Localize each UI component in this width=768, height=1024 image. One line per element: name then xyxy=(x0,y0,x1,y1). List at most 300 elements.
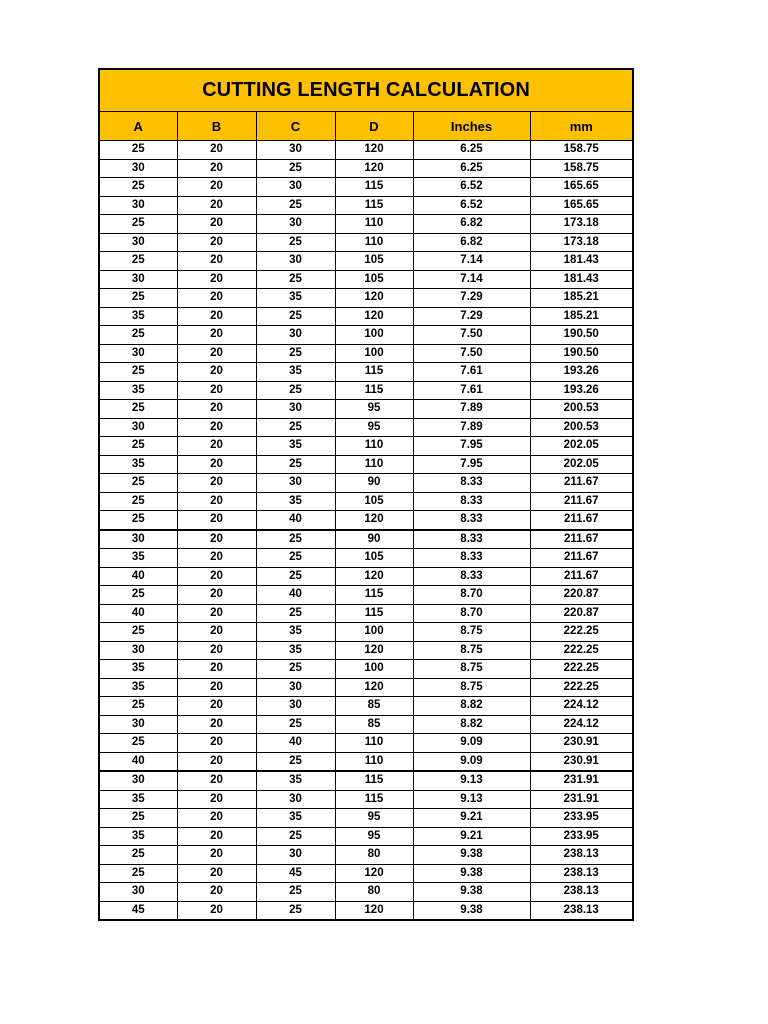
cell-c[interactable]: 25 xyxy=(256,196,335,215)
cell-b[interactable]: 20 xyxy=(177,400,256,419)
header-row xyxy=(100,112,632,141)
cell-d[interactable]: 120 xyxy=(335,141,413,160)
table-row xyxy=(100,233,632,252)
cell-d[interactable]: 95 xyxy=(335,827,413,846)
cell-mm[interactable]: 173.18 xyxy=(530,233,632,252)
cell-inches[interactable]: 7.89 xyxy=(413,400,530,419)
cell-b[interactable]: 20 xyxy=(177,326,256,345)
cell-a[interactable]: 30 xyxy=(100,641,177,660)
cell-a[interactable]: 25 xyxy=(100,326,177,345)
cell-c[interactable]: 25 xyxy=(256,233,335,252)
table-row xyxy=(100,549,632,568)
table-row xyxy=(100,252,632,271)
cell-inches[interactable]: 9.38 xyxy=(413,883,530,902)
cell-mm[interactable]: 158.75 xyxy=(530,141,632,160)
cell-b[interactable]: 20 xyxy=(177,549,256,568)
cell-c[interactable]: 30 xyxy=(256,141,335,160)
cell-a[interactable]: 25 xyxy=(100,289,177,308)
cell-mm[interactable]: 233.95 xyxy=(530,809,632,828)
table-row xyxy=(100,715,632,734)
cell-d[interactable]: 90 xyxy=(335,530,413,549)
cell-b[interactable]: 20 xyxy=(177,809,256,828)
cell-inches[interactable]: 9.13 xyxy=(413,790,530,809)
cell-c[interactable]: 25 xyxy=(256,381,335,400)
cell-d[interactable]: 100 xyxy=(335,660,413,679)
table-row xyxy=(100,660,632,679)
table-row xyxy=(100,270,632,289)
cell-c[interactable]: 35 xyxy=(256,641,335,660)
cell-mm[interactable]: 230.91 xyxy=(530,752,632,771)
table-row xyxy=(100,623,632,642)
column-header-c[interactable]: C xyxy=(256,112,335,141)
cell-mm[interactable]: 233.95 xyxy=(530,827,632,846)
cell-d[interactable]: 115 xyxy=(335,586,413,605)
cell-d[interactable]: 115 xyxy=(335,196,413,215)
cell-a[interactable]: 35 xyxy=(100,827,177,846)
cell-a[interactable]: 30 xyxy=(100,418,177,437)
cell-b[interactable]: 20 xyxy=(177,344,256,363)
table-row xyxy=(100,344,632,363)
cell-inches[interactable]: 9.13 xyxy=(413,771,530,790)
cell-b[interactable]: 20 xyxy=(177,178,256,197)
table-row xyxy=(100,178,632,197)
cell-mm[interactable]: 220.87 xyxy=(530,604,632,623)
cell-inches[interactable]: 8.75 xyxy=(413,623,530,642)
cell-c[interactable]: 45 xyxy=(256,864,335,883)
cell-inches[interactable]: 9.38 xyxy=(413,864,530,883)
cell-d[interactable]: 115 xyxy=(335,363,413,382)
cell-c[interactable]: 35 xyxy=(256,492,335,511)
cell-a[interactable]: 25 xyxy=(100,697,177,716)
cell-inches[interactable]: 8.33 xyxy=(413,511,530,530)
cell-inches[interactable]: 6.82 xyxy=(413,215,530,234)
table-row xyxy=(100,289,632,308)
cell-b[interactable]: 20 xyxy=(177,715,256,734)
cell-c[interactable]: 30 xyxy=(256,697,335,716)
cell-inches[interactable]: 8.75 xyxy=(413,678,530,697)
table-row xyxy=(100,455,632,474)
cell-a[interactable]: 35 xyxy=(100,549,177,568)
cell-d[interactable]: 115 xyxy=(335,604,413,623)
table-row xyxy=(100,363,632,382)
table-row xyxy=(100,307,632,326)
cell-b[interactable]: 20 xyxy=(177,307,256,326)
table-row xyxy=(100,511,632,530)
cell-c[interactable]: 25 xyxy=(256,307,335,326)
cell-a[interactable]: 40 xyxy=(100,567,177,586)
cell-c[interactable]: 40 xyxy=(256,586,335,605)
cell-mm[interactable]: 238.13 xyxy=(530,901,632,920)
cell-mm[interactable]: 202.05 xyxy=(530,437,632,456)
cell-d[interactable]: 100 xyxy=(335,623,413,642)
cell-b[interactable]: 20 xyxy=(177,381,256,400)
cell-d[interactable]: 100 xyxy=(335,326,413,345)
cell-a[interactable]: 25 xyxy=(100,734,177,753)
cell-a[interactable]: 35 xyxy=(100,678,177,697)
cell-d[interactable]: 105 xyxy=(335,252,413,271)
cell-inches[interactable]: 8.33 xyxy=(413,530,530,549)
cell-c[interactable]: 35 xyxy=(256,437,335,456)
cell-b[interactable]: 20 xyxy=(177,252,256,271)
cell-d[interactable]: 85 xyxy=(335,715,413,734)
cell-a[interactable]: 25 xyxy=(100,141,177,160)
cell-inches[interactable]: 8.33 xyxy=(413,567,530,586)
cell-d[interactable]: 120 xyxy=(335,678,413,697)
cell-a[interactable]: 30 xyxy=(100,771,177,790)
table-row xyxy=(100,400,632,419)
cell-b[interactable]: 20 xyxy=(177,511,256,530)
cell-d[interactable]: 90 xyxy=(335,474,413,493)
cell-mm[interactable]: 193.26 xyxy=(530,381,632,400)
table-row xyxy=(100,901,632,920)
cell-inches[interactable]: 7.95 xyxy=(413,437,530,456)
cell-d[interactable]: 120 xyxy=(335,901,413,920)
cell-inches[interactable]: 6.25 xyxy=(413,141,530,160)
cell-mm[interactable]: 211.67 xyxy=(530,474,632,493)
column-header-inches[interactable]: Inches xyxy=(413,112,530,141)
cell-c[interactable]: 30 xyxy=(256,178,335,197)
cell-b[interactable]: 20 xyxy=(177,883,256,902)
cell-a[interactable]: 25 xyxy=(100,492,177,511)
cell-d[interactable]: 110 xyxy=(335,233,413,252)
table-row xyxy=(100,864,632,883)
table-row xyxy=(100,827,632,846)
cell-b[interactable]: 20 xyxy=(177,233,256,252)
cell-d[interactable]: 120 xyxy=(335,864,413,883)
cell-d[interactable]: 120 xyxy=(335,159,413,178)
cell-b[interactable]: 20 xyxy=(177,530,256,549)
cell-mm[interactable]: 211.67 xyxy=(530,549,632,568)
cell-b[interactable]: 20 xyxy=(177,864,256,883)
cell-mm[interactable]: 222.25 xyxy=(530,641,632,660)
cell-b[interactable]: 20 xyxy=(177,641,256,660)
cell-a[interactable]: 25 xyxy=(100,474,177,493)
cell-a[interactable]: 30 xyxy=(100,530,177,549)
cell-mm[interactable]: 238.13 xyxy=(530,864,632,883)
cell-c[interactable]: 30 xyxy=(256,846,335,865)
cell-inches[interactable]: 9.09 xyxy=(413,734,530,753)
cell-b[interactable]: 20 xyxy=(177,492,256,511)
cell-mm[interactable]: 193.26 xyxy=(530,363,632,382)
cell-c[interactable]: 25 xyxy=(256,270,335,289)
cutting-length-table xyxy=(100,112,632,921)
cell-d[interactable]: 115 xyxy=(335,790,413,809)
cell-d[interactable]: 110 xyxy=(335,215,413,234)
cell-inches[interactable]: 8.33 xyxy=(413,492,530,511)
table-row xyxy=(100,492,632,511)
cell-b[interactable]: 20 xyxy=(177,474,256,493)
cell-b[interactable]: 20 xyxy=(177,734,256,753)
cell-b[interactable]: 20 xyxy=(177,289,256,308)
table-row xyxy=(100,567,632,586)
cell-b[interactable]: 20 xyxy=(177,660,256,679)
cell-mm[interactable]: 190.50 xyxy=(530,344,632,363)
cell-inches[interactable]: 7.95 xyxy=(413,455,530,474)
cell-c[interactable]: 35 xyxy=(256,363,335,382)
cell-inches[interactable]: 8.70 xyxy=(413,604,530,623)
cell-inches[interactable]: 8.75 xyxy=(413,641,530,660)
cell-a[interactable]: 30 xyxy=(100,196,177,215)
cell-c[interactable]: 25 xyxy=(256,418,335,437)
cell-c[interactable]: 25 xyxy=(256,660,335,679)
cell-a[interactable]: 35 xyxy=(100,307,177,326)
cell-a[interactable]: 45 xyxy=(100,901,177,920)
cell-a[interactable]: 30 xyxy=(100,344,177,363)
cell-inches[interactable]: 7.89 xyxy=(413,418,530,437)
table-row xyxy=(100,141,632,160)
cell-inches[interactable]: 7.29 xyxy=(413,289,530,308)
cell-mm[interactable]: 181.43 xyxy=(530,252,632,271)
cell-mm[interactable]: 200.53 xyxy=(530,400,632,419)
cell-inches[interactable]: 7.14 xyxy=(413,252,530,271)
cell-a[interactable]: 25 xyxy=(100,437,177,456)
cell-mm[interactable]: 224.12 xyxy=(530,715,632,734)
cell-c[interactable]: 35 xyxy=(256,809,335,828)
cell-c[interactable]: 35 xyxy=(256,289,335,308)
cell-inches[interactable]: 8.82 xyxy=(413,697,530,716)
cell-b[interactable]: 20 xyxy=(177,901,256,920)
table-row xyxy=(100,752,632,771)
cell-d[interactable]: 120 xyxy=(335,307,413,326)
cell-b[interactable]: 20 xyxy=(177,846,256,865)
cell-b[interactable]: 20 xyxy=(177,790,256,809)
cell-a[interactable]: 35 xyxy=(100,381,177,400)
cell-a[interactable]: 40 xyxy=(100,604,177,623)
cell-inches[interactable]: 9.38 xyxy=(413,901,530,920)
cell-a[interactable]: 30 xyxy=(100,233,177,252)
cell-d[interactable]: 110 xyxy=(335,734,413,753)
cell-d[interactable]: 120 xyxy=(335,567,413,586)
sheet-title: CUTTING LENGTH CALCULATION xyxy=(202,79,530,101)
cell-inches[interactable]: 8.82 xyxy=(413,715,530,734)
cell-b[interactable]: 20 xyxy=(177,270,256,289)
cell-a[interactable]: 25 xyxy=(100,178,177,197)
cell-c[interactable]: 25 xyxy=(256,530,335,549)
cell-b[interactable]: 20 xyxy=(177,604,256,623)
cell-a[interactable]: 25 xyxy=(100,586,177,605)
cell-c[interactable]: 30 xyxy=(256,790,335,809)
cell-a[interactable]: 30 xyxy=(100,715,177,734)
cell-inches[interactable]: 6.52 xyxy=(413,196,530,215)
cell-a[interactable]: 25 xyxy=(100,623,177,642)
cell-b[interactable]: 20 xyxy=(177,159,256,178)
cell-inches[interactable]: 7.14 xyxy=(413,270,530,289)
cell-a[interactable]: 35 xyxy=(100,790,177,809)
cell-a[interactable]: 25 xyxy=(100,809,177,828)
cell-c[interactable]: 25 xyxy=(256,455,335,474)
cell-c[interactable]: 40 xyxy=(256,511,335,530)
cell-c[interactable]: 25 xyxy=(256,604,335,623)
cell-a[interactable]: 40 xyxy=(100,752,177,771)
cell-mm[interactable]: 202.05 xyxy=(530,455,632,474)
cell-c[interactable]: 40 xyxy=(256,734,335,753)
cell-d[interactable]: 105 xyxy=(335,270,413,289)
cell-mm[interactable]: 173.18 xyxy=(530,215,632,234)
cell-d[interactable]: 80 xyxy=(335,883,413,902)
table-row xyxy=(100,734,632,753)
table-body xyxy=(100,141,632,921)
table-row xyxy=(100,883,632,902)
cell-a[interactable]: 30 xyxy=(100,883,177,902)
cell-d[interactable]: 105 xyxy=(335,549,413,568)
cell-b[interactable]: 20 xyxy=(177,437,256,456)
cell-b[interactable]: 20 xyxy=(177,215,256,234)
cell-inches[interactable]: 8.33 xyxy=(413,474,530,493)
cell-mm[interactable]: 165.65 xyxy=(530,196,632,215)
cell-b[interactable]: 20 xyxy=(177,141,256,160)
cell-mm[interactable]: 220.87 xyxy=(530,586,632,605)
cell-mm[interactable]: 238.13 xyxy=(530,846,632,865)
table-row xyxy=(100,418,632,437)
cell-c[interactable]: 25 xyxy=(256,344,335,363)
cell-d[interactable]: 120 xyxy=(335,289,413,308)
cell-mm[interactable]: 238.13 xyxy=(530,883,632,902)
cell-mm[interactable]: 185.21 xyxy=(530,307,632,326)
cutting-length-sheet xyxy=(98,68,634,921)
cell-c[interactable]: 25 xyxy=(256,883,335,902)
cell-c[interactable]: 25 xyxy=(256,752,335,771)
cell-a[interactable]: 30 xyxy=(100,159,177,178)
cell-inches[interactable]: 7.50 xyxy=(413,344,530,363)
cell-d[interactable]: 115 xyxy=(335,178,413,197)
cell-mm[interactable]: 222.25 xyxy=(530,623,632,642)
cell-b[interactable]: 20 xyxy=(177,196,256,215)
cell-c[interactable]: 30 xyxy=(256,326,335,345)
cell-inches[interactable]: 8.70 xyxy=(413,586,530,605)
cell-inches[interactable]: 7.29 xyxy=(413,307,530,326)
cell-b[interactable]: 20 xyxy=(177,827,256,846)
table-row xyxy=(100,196,632,215)
table-row xyxy=(100,530,632,549)
cell-mm[interactable]: 211.67 xyxy=(530,567,632,586)
cell-c[interactable]: 25 xyxy=(256,715,335,734)
cell-d[interactable]: 120 xyxy=(335,511,413,530)
table-row xyxy=(100,437,632,456)
cell-d[interactable]: 115 xyxy=(335,771,413,790)
cell-c[interactable]: 25 xyxy=(256,549,335,568)
cell-c[interactable]: 25 xyxy=(256,159,335,178)
cell-inches[interactable]: 7.50 xyxy=(413,326,530,345)
cell-inches[interactable]: 9.21 xyxy=(413,809,530,828)
cell-b[interactable]: 20 xyxy=(177,752,256,771)
cell-inches[interactable]: 6.52 xyxy=(413,178,530,197)
cell-c[interactable]: 30 xyxy=(256,474,335,493)
cell-b[interactable]: 20 xyxy=(177,363,256,382)
cell-c[interactable]: 30 xyxy=(256,252,335,271)
column-header-mm[interactable]: mm xyxy=(530,112,632,141)
cell-inches[interactable]: 6.82 xyxy=(413,233,530,252)
cell-mm[interactable]: 190.50 xyxy=(530,326,632,345)
table-row xyxy=(100,809,632,828)
table-row xyxy=(100,697,632,716)
cell-mm[interactable]: 211.67 xyxy=(530,492,632,511)
cell-c[interactable]: 35 xyxy=(256,771,335,790)
cell-mm[interactable]: 158.75 xyxy=(530,159,632,178)
cell-c[interactable]: 30 xyxy=(256,678,335,697)
cell-d[interactable]: 110 xyxy=(335,437,413,456)
column-header-d[interactable]: D xyxy=(335,112,413,141)
cell-a[interactable]: 25 xyxy=(100,363,177,382)
cell-a[interactable]: 30 xyxy=(100,270,177,289)
cell-b[interactable]: 20 xyxy=(177,567,256,586)
cell-inches[interactable]: 9.38 xyxy=(413,846,530,865)
cell-d[interactable]: 80 xyxy=(335,846,413,865)
cell-inches[interactable]: 8.75 xyxy=(413,660,530,679)
cell-mm[interactable]: 231.91 xyxy=(530,771,632,790)
cell-c[interactable]: 25 xyxy=(256,567,335,586)
table-row xyxy=(100,641,632,660)
cell-b[interactable]: 20 xyxy=(177,771,256,790)
cell-a[interactable]: 25 xyxy=(100,511,177,530)
cell-d[interactable]: 100 xyxy=(335,344,413,363)
cell-d[interactable]: 95 xyxy=(335,809,413,828)
cell-c[interactable]: 25 xyxy=(256,901,335,920)
table-row xyxy=(100,474,632,493)
cell-d[interactable]: 115 xyxy=(335,381,413,400)
cell-inches[interactable]: 9.09 xyxy=(413,752,530,771)
cell-d[interactable]: 85 xyxy=(335,697,413,716)
cell-b[interactable]: 20 xyxy=(177,418,256,437)
cell-b[interactable]: 20 xyxy=(177,678,256,697)
cell-d[interactable]: 110 xyxy=(335,455,413,474)
cell-mm[interactable]: 200.53 xyxy=(530,418,632,437)
cell-b[interactable]: 20 xyxy=(177,623,256,642)
cell-c[interactable]: 30 xyxy=(256,215,335,234)
cell-inches[interactable]: 7.61 xyxy=(413,381,530,400)
table-row xyxy=(100,159,632,178)
cell-c[interactable]: 25 xyxy=(256,827,335,846)
table-row xyxy=(100,771,632,790)
cell-inches[interactable]: 6.25 xyxy=(413,159,530,178)
cell-c[interactable]: 35 xyxy=(256,623,335,642)
cell-d[interactable]: 110 xyxy=(335,752,413,771)
cell-a[interactable]: 25 xyxy=(100,400,177,419)
cell-b[interactable]: 20 xyxy=(177,455,256,474)
cell-d[interactable]: 95 xyxy=(335,418,413,437)
cell-d[interactable]: 95 xyxy=(335,400,413,419)
cell-a[interactable]: 35 xyxy=(100,660,177,679)
column-header-a[interactable]: A xyxy=(100,112,177,141)
cell-inches[interactable]: 8.33 xyxy=(413,549,530,568)
cell-a[interactable]: 25 xyxy=(100,252,177,271)
cell-mm[interactable]: 222.25 xyxy=(530,678,632,697)
cell-a[interactable]: 25 xyxy=(100,846,177,865)
column-header-b[interactable]: B xyxy=(177,112,256,141)
cell-a[interactable]: 35 xyxy=(100,455,177,474)
cell-c[interactable]: 30 xyxy=(256,400,335,419)
cell-mm[interactable]: 181.43 xyxy=(530,270,632,289)
cell-d[interactable]: 105 xyxy=(335,492,413,511)
cell-mm[interactable]: 185.21 xyxy=(530,289,632,308)
cell-d[interactable]: 120 xyxy=(335,641,413,660)
cell-b[interactable]: 20 xyxy=(177,586,256,605)
cell-mm[interactable]: 211.67 xyxy=(530,530,632,549)
cell-b[interactable]: 20 xyxy=(177,697,256,716)
cell-inches[interactable]: 9.21 xyxy=(413,827,530,846)
cell-mm[interactable]: 224.12 xyxy=(530,697,632,716)
cell-a[interactable]: 25 xyxy=(100,215,177,234)
cell-inches[interactable]: 7.61 xyxy=(413,363,530,382)
cell-mm[interactable]: 222.25 xyxy=(530,660,632,679)
table-row xyxy=(100,586,632,605)
cell-mm[interactable]: 211.67 xyxy=(530,511,632,530)
cell-mm[interactable]: 231.91 xyxy=(530,790,632,809)
table-row xyxy=(100,790,632,809)
cell-a[interactable]: 25 xyxy=(100,864,177,883)
cell-mm[interactable]: 165.65 xyxy=(530,178,632,197)
cell-mm[interactable]: 230.91 xyxy=(530,734,632,753)
table-row xyxy=(100,215,632,234)
